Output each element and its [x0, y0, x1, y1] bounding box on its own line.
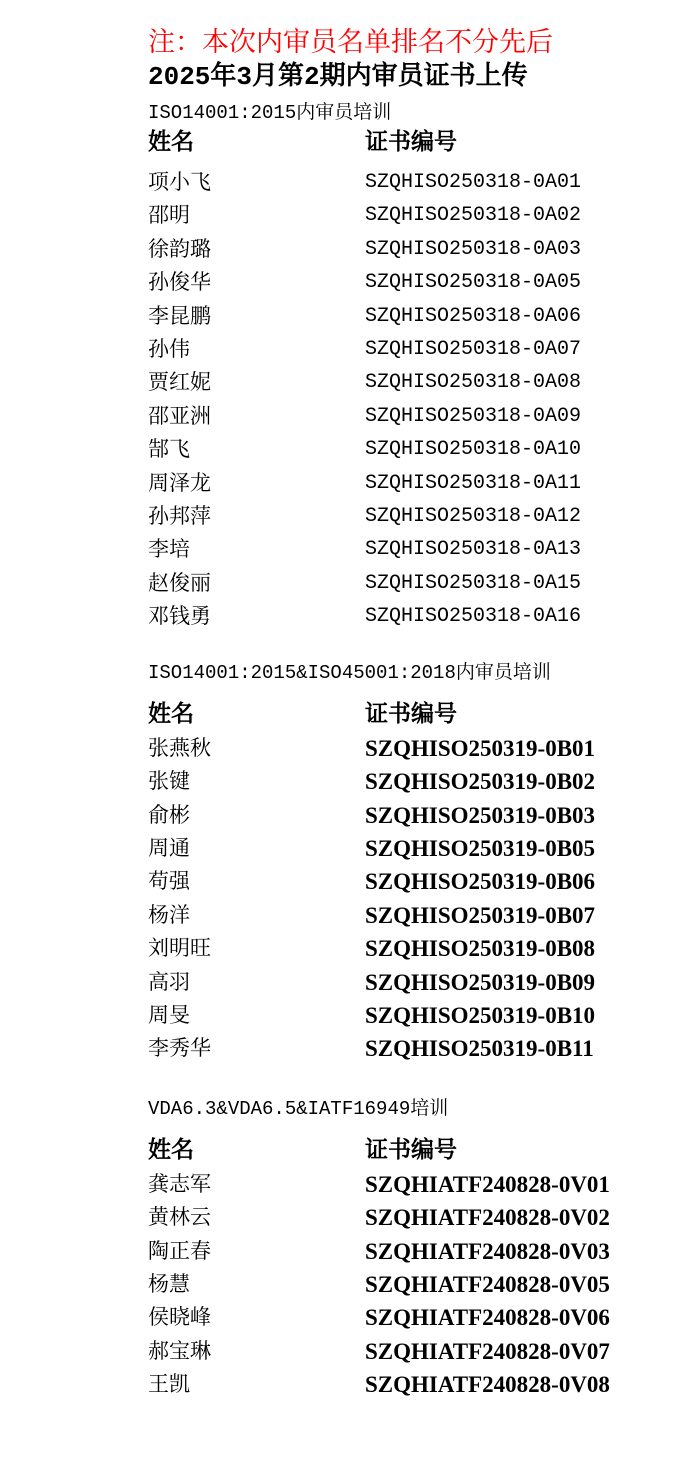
- page-title: 2025年3月第2期内审员证书上传: [148, 62, 528, 92]
- table-rows: [148, 166, 680, 634]
- row-cert-number: SZQHISO250318-0A02: [365, 204, 582, 228]
- row-name: 徐韵璐: [148, 236, 211, 261]
- row-name: 李秀华: [148, 1036, 211, 1061]
- row-name: 项小飞: [148, 170, 211, 194]
- table-row: [148, 1268, 680, 1301]
- row-cert-number: SZQHISO250319-0B03: [365, 802, 596, 828]
- row-cert-number: SZQHIATF240828-0V01: [365, 1171, 610, 1197]
- row-cert-number: SZQHISO250319-0B07: [365, 902, 596, 928]
- table-row: [148, 567, 680, 600]
- row-name: 孙俊华: [148, 270, 211, 295]
- row-cert-number: SZQHISO250319-0B11: [365, 1036, 594, 1062]
- table-row: [148, 1301, 680, 1334]
- section-heading: VDA6.3&VDA6.5&IATF16949培训: [148, 1097, 449, 1120]
- row-cert-number: SZQHISO250319-0B02: [365, 769, 596, 795]
- row-cert-number: SZQHISO250318-0A16: [365, 605, 582, 629]
- column-header-row: [148, 126, 680, 158]
- row-name: 周旻: [148, 1002, 190, 1027]
- row-cert-number: SZQHIATF240828-0V07: [365, 1338, 610, 1364]
- table-row: [148, 1235, 680, 1268]
- row-cert-number: SZQHISO250319-0B08: [365, 936, 596, 962]
- section-heading: ISO14001:2015内审员培训: [148, 102, 392, 124]
- row-name: 黄林云: [148, 1205, 211, 1230]
- table-row: [148, 433, 680, 466]
- row-name: 李培: [148, 537, 190, 562]
- row-name: 杨慧: [148, 1271, 190, 1296]
- section: [148, 660, 680, 1066]
- row-name: 郝宝琳: [148, 1338, 211, 1363]
- column-header-row: [148, 698, 680, 730]
- row-name: 邵亚洲: [148, 403, 211, 428]
- row-cert-number: SZQHISO250318-0A09: [365, 404, 582, 428]
- row-name: 孙伟: [148, 337, 190, 362]
- table-row: [148, 500, 680, 533]
- table-rows: [148, 1168, 680, 1402]
- row-name: 王凯: [148, 1372, 190, 1397]
- row-cert-number: SZQHIATF240828-0V03: [365, 1238, 610, 1264]
- row-name: 高羽: [148, 969, 190, 994]
- row-cert-number: SZQHISO250318-0A03: [365, 237, 582, 261]
- row-cert-number: SZQHISO250319-0B10: [365, 1002, 596, 1028]
- table-row: [148, 999, 680, 1032]
- row-cert-number: SZQHISO250318-0A10: [365, 438, 582, 462]
- row-cert-number: SZQHISO250318-0A06: [365, 304, 582, 328]
- table-row: [148, 899, 680, 932]
- note-text: 注：本次内审员名单排名不分先后: [148, 27, 553, 57]
- column-header-name: 姓名: [148, 1136, 194, 1162]
- row-cert-number: SZQHISO250318-0A15: [365, 571, 582, 595]
- table-row: [148, 266, 680, 299]
- row-name: 苟强: [148, 869, 190, 894]
- row-name: 侯晓峰: [148, 1305, 211, 1330]
- row-cert-number: SZQHISO250318-0A12: [365, 505, 582, 529]
- row-name: 张燕秋: [148, 735, 211, 760]
- table-row: [148, 400, 680, 433]
- table-row: [148, 366, 680, 399]
- section-heading: ISO14001:2015&ISO45001:2018内审员培训: [148, 661, 551, 684]
- row-cert-number: SZQHIATF240828-0V05: [365, 1271, 610, 1297]
- row-name: 陶正春: [148, 1238, 211, 1263]
- row-name: 龚志军: [148, 1171, 211, 1196]
- table-row: [148, 166, 680, 199]
- row-name: 孙邦萍: [148, 504, 211, 529]
- column-header-cert: 证书编号: [365, 129, 457, 154]
- table-row: [148, 966, 680, 999]
- section: [148, 100, 680, 634]
- row-cert-number: SZQHISO250319-0B09: [365, 969, 596, 995]
- row-name: 李昆鹏: [148, 303, 211, 328]
- row-name: 邵明: [148, 203, 190, 228]
- row-cert-number: SZQHIATF240828-0V02: [365, 1205, 610, 1231]
- row-cert-number: SZQHISO250318-0A05: [365, 271, 582, 295]
- table-row: [148, 1335, 680, 1368]
- table-row: [148, 932, 680, 965]
- row-name: 刘明旺: [148, 936, 211, 961]
- column-header-row: [148, 1134, 680, 1166]
- table-row: [148, 1168, 680, 1201]
- row-name: 贾红妮: [148, 370, 211, 395]
- section: [148, 1096, 680, 1402]
- column-header-cert: 证书编号: [365, 1136, 457, 1162]
- row-name: 邓钱勇: [148, 604, 211, 629]
- row-name: 郜飞: [148, 437, 190, 462]
- row-cert-number: SZQHISO250318-0A01: [365, 171, 582, 194]
- row-name: 赵俊丽: [148, 570, 211, 595]
- table-row: [148, 233, 680, 266]
- column-header-name: 姓名: [148, 700, 194, 726]
- row-cert-number: SZQHISO250318-0A08: [365, 371, 582, 395]
- row-name: 张键: [148, 769, 190, 794]
- row-cert-number: SZQHISO250318-0A11: [365, 471, 582, 495]
- column-header-name: 姓名: [148, 129, 194, 154]
- table-row: [148, 865, 680, 898]
- table-row: [148, 832, 680, 865]
- table-row: [148, 799, 680, 832]
- table-row: [148, 600, 680, 633]
- table-row: [148, 1201, 680, 1234]
- row-name: 杨洋: [148, 902, 190, 927]
- row-name: 俞彬: [148, 802, 190, 827]
- row-cert-number: SZQHIATF240828-0V06: [365, 1305, 610, 1331]
- table-row: [148, 199, 680, 232]
- table-row: [148, 732, 680, 765]
- row-name: 周通: [148, 835, 190, 860]
- table-row: [148, 1032, 680, 1065]
- column-header-cert: 证书编号: [365, 700, 457, 726]
- table-row: [148, 533, 680, 566]
- row-cert-number: SZQHISO250319-0B01: [365, 735, 596, 761]
- table-row: [148, 300, 680, 333]
- table-rows: [148, 732, 680, 1066]
- table-row: [148, 467, 680, 500]
- row-cert-number: SZQHISO250318-0A13: [365, 538, 582, 562]
- table-row: [148, 1368, 680, 1401]
- row-cert-number: SZQHISO250319-0B06: [365, 869, 596, 895]
- table-row: [148, 333, 680, 366]
- row-cert-number: SZQHISO250318-0A07: [365, 338, 582, 362]
- row-cert-number: SZQHIATF240828-0V08: [365, 1372, 610, 1398]
- row-cert-number: SZQHISO250319-0B05: [365, 835, 596, 861]
- sections-container: [148, 100, 680, 1402]
- table-row: [148, 765, 680, 798]
- row-name: 周泽龙: [148, 470, 211, 495]
